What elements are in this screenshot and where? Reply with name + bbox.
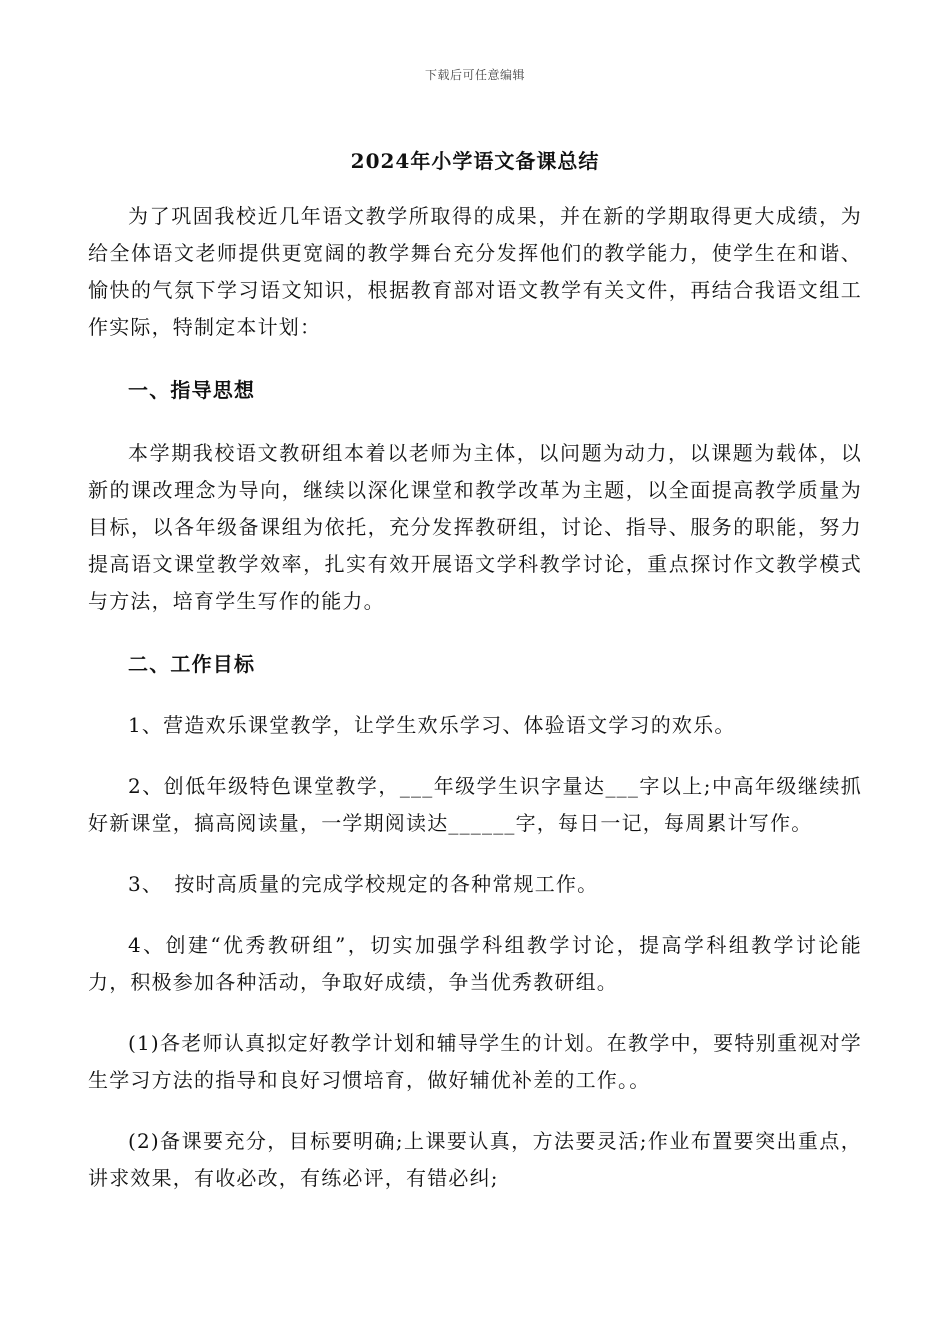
goal-item-4: 4、创建“优秀教研组”，切实加强学科组教学讨论，提高学科组教学讨论能力，积极参加各种活动，争取好成绩，争当优秀教研组。 [88, 933, 862, 994]
header-note: 下载后可任意编辑 [424, 68, 525, 82]
goal-item-3: 3、 按时高质量的完成学校规定的各种常规工作。 [128, 872, 599, 896]
goal-subitem-1: (1)各老师认真拟定好教学计划和辅导学生的计划。在教学中，要特别重视对学生学习方法的指导和良好习惯培育，做好辅优补差的工作。。 [88, 1031, 862, 1092]
guiding-ideas-paragraph: 本学期我校语文教研组本着以老师为主体，以问题为动力，以课题为载体，以新的课改理念为导向，继续以深化课堂和教学改革为主题，以全面提高教学质量为目标，以各年级备课组为依托，充分发挥教研组，讨论、指导、服务的职能，努力提高语文课堂教学效率，扎实有效开展语文学科教学讨论，重点探讨作文教学模式与方法，培育学生写作的能力。 [88, 441, 862, 613]
document-title: 2024年小学语文备课总结 [350, 149, 600, 173]
section-heading-guiding-ideas: 一、指导思想 [128, 378, 256, 402]
document-body [88, 198, 862, 1197]
goal-item-2: 2、创低年级特色课堂教学，___年级学生识字量达___字以上;中高年级继续抓好新课堂，搞高阅读量，一学期阅读达______字，每日一记，每周累计写作。 [88, 774, 862, 835]
goal-subitem-2: (2)备课要充分，目标要明确;上课要认真，方法要灵活;作业布置要突出重点，讲求效果，有收必改，有练必评，有错必纠; [88, 1129, 862, 1190]
section-heading-work-goals: 二、工作目标 [128, 652, 256, 676]
goal-item-1: 1、营造欢乐课堂教学，让学生欢乐学习、体验语文学习的欢乐。 [128, 713, 736, 737]
intro-paragraph: 为了巩固我校近几年语文教学所取得的成果，并在新的学期取得更大成绩，为给全体语文老师提供更宽阔的教学舞台充分发挥他们的教学能力，使学生在和谐、愉快的气氛下学习语文知识，根据教育部对语文教学有关文件，再结合我语文组工作实际，特制定本计划： [88, 204, 862, 339]
